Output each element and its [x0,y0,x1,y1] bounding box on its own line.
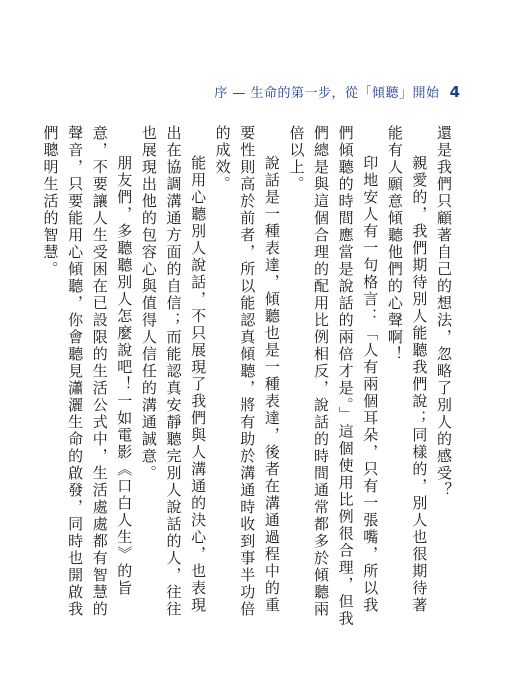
paragraph: 朋友們，多聽聽別人怎麼說吧！一如電影《口白人生》的旨意，不要讓人生受困在已設限的生活公式中，生活處處都有智慧的聲音，只要能用心傾聽，你會聽見瀟灑生命的啟發，同時也開啟我們聰明生活的智慧。 [41,125,134,618]
page-number: 4 [449,82,460,101]
running-header [214,82,460,101]
chapter-title: 序 — 生命的第一步，從「傾聽」開始 [214,86,440,101]
paragraph: 印地安人有一句格言：「人有兩個耳朵，只有一張嘴，所以我們傾聽的時間應當是說話的兩倍才是。」這個使用比例很合理，但我們總是與這個合理的配用比例相反，說話的時間通常都多於傾聽兩倍以上。 [287,125,380,628]
paragraph: 能用心聽別人說話，不只展現了我們與人溝通的決心，也表現出在協調溝通方面的自信；而能認真安靜聽完別人說話的人，往往也展現出他的包容心與值得人信任的溝通誠意。 [139,125,208,618]
paragraph: 還是我們只顧著自己的想法，忽略了別人的感受？ [435,125,453,499]
paragraph: 親愛的，我們期待別人能聽我們說；同樣的，別人也很期待著能有人願意傾聽他們的心聲啊！ [385,125,429,614]
paragraph: 說話是一種表達，傾聽也是一種表達，後者在溝通過程中的重要性則高於前者，所以能認真傾聽，將有助於溝通時收到事半功倍的成效。 [213,125,281,618]
vertical-body-text [41,125,456,630]
